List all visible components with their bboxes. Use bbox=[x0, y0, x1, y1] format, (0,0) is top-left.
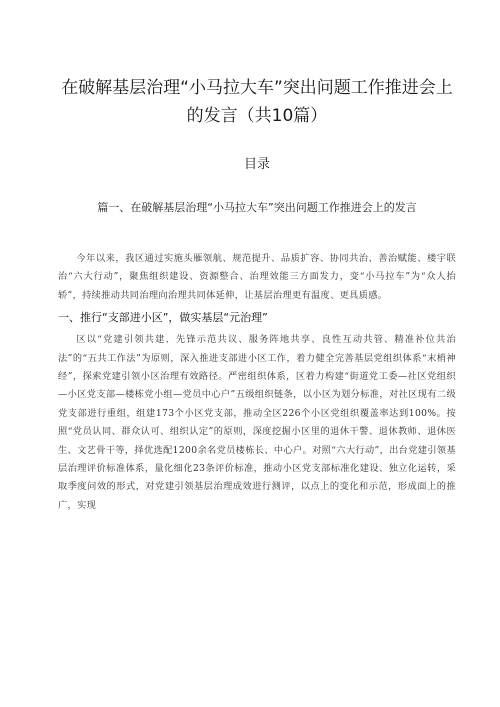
section-1-paragraph: 区以“党建引领共建、先锋示范共议、服务阵地共享、良性互动共管、精准补位共治法”的“五共工作法”为原则，深入推进支部进小区工作，着力健全完善基层党组织体系“末梢神经”，探索党建引领小区治理有效路径。严密组织体系，区着力构建“街道党工委—社区党组织—小区党支部—楼栋党小组—党员中心户”五级组织链条，以小区为划分标准，对社区现有二级党支部进行重组，组建173个小区党支部，推动全区226个小区党组织覆盖率达到100%。按照“党员认同、群众认可、组织认定”的原则，深度挖掘小区里的退休干警、退休教师、退休医生、文艺骨干等，择优选配1200余名党员楼栋长、中心户。对照“六大行动”，出台党建引领基层治理评价标准体系，量化细化23条评价标准，推动小区党支部标准化建设、独立化运转，采取季度问效的形式，对党建引领基层治理成效进行测评，以点上的变化和示范，形成面上的推广，实现 bbox=[58, 334, 456, 511]
intro-paragraph: 今年以来，我区通过实施头雁领航、规范提升、品质扩容、协同共治、善治赋能、楼宇联治“六大行动”，聚焦组织建设、资源整合、治理效能三方面发力，变“小马拉车”为“众人抬轿”，持续推动共同治理向治理共同体延伸，让基层治理更有温度、更具质感。 bbox=[58, 253, 456, 301]
section-1-heading: 一、推行“支部进小区”，做实基层“元治理” bbox=[58, 311, 268, 325]
toc-item-1: 篇一、在破解基层治理“小马拉大车”突出问题工作推进会上的发言 bbox=[97, 201, 417, 214]
toc-label: 目录 bbox=[243, 157, 270, 172]
document-title: 在破解基层治理“小马拉大车”突出问题工作推进会上的发言（共10篇） bbox=[61, 78, 453, 126]
